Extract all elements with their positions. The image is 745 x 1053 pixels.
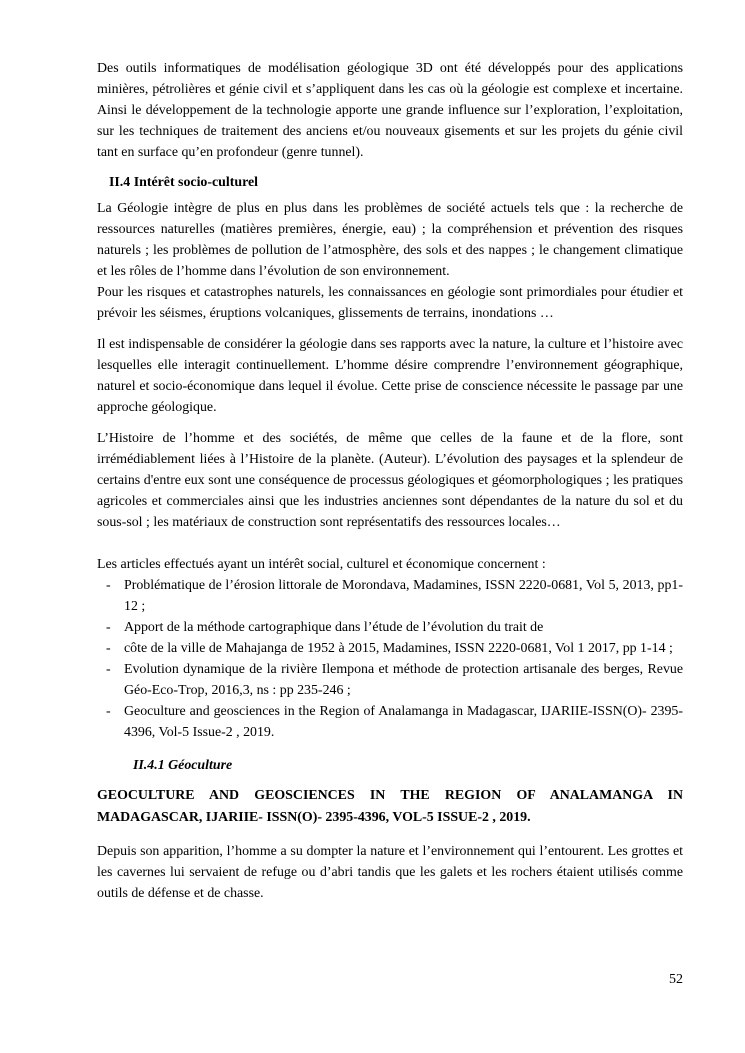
list-item: - Apport de la méthode cartographique dans l’étude de l’évolution du trait de: [97, 617, 683, 638]
paragraph-intro: Des outils informatiques de modélisation géologique 3D ont été développés pour des applications minières, pétrolières et génie civil et s’appliquent dans les cas où la géologie est complexe et incertaine. Ainsi le développement de la technologie apporte une grande influence sur l’exploration, l’exploitation, sur les techniques de traitement des anciens et/ou nouveaux gisements et sur les projets du génie civil tant en surface qu’en profondeur (genre tunnel).: [97, 61, 683, 160]
paragraph-risques-naturels: Pour les risques et catastrophes naturels, les connaissances en géologie sont primordiales pour étudier et prévoir les séismes, éruptions volcaniques, glissements de terrains, inondations …: [97, 285, 683, 321]
document-page: [97, 58, 683, 904]
paragraph-histoire: L’Histoire de l’homme et des sociétés, de même que celles de la faune et de la flore, sont irrémédiablement liées à l’Histoire de la planète. (Auteur). L’évolution des paysages et la splendeur de certains d'entre eux sont une conséquence de processus géologiques et géomorphologiques ; les pratiques agricoles et commerciales ainsi que les industries anciennes sont dépendantes de la nature du sol et du sous-sol ; les matériaux de construction sont représentatifs des ressources locales…: [97, 431, 683, 530]
page-number: 52: [669, 972, 683, 987]
list-item: - côte de la ville de Mahajanga de 1952 à 2015, Madamines, ISSN 2220-0681, Vol 1 2017, pp 1-14 ;: [97, 638, 683, 659]
list-item: - Geoculture and geosciences in the Region of Analamanga in Madagascar, IJARIIE-ISSN(O)- 2395-4396, Vol-5 Issue-2 , 2019.: [97, 701, 683, 743]
paragraph-indispensable: Il est indispensable de considérer la géologie dans ses rapports avec la nature, la culture et l’histoire avec lesquelles elle interagit continuellement. L’homme désire comprendre l’environnement géographique, naturel et socio-économique dans lequel il évolue. Cette prise de conscience nécessite le passage par une approche géologique.: [97, 337, 683, 415]
list-item: - Problématique de l’érosion littorale de Morondava, Madamines, ISSN 2220-0681, Vol 5, 2013, pp1-12 ;: [97, 575, 683, 617]
paragraph-apparition: Depuis son apparition, l’homme a su dompter la nature et l’environnement qui l’entourent. Les grottes et les cavernes lui servaient de refuge ou d’abri tandis que les galets et les rochers étaient utilisés comme outils de défense et de chasse.: [97, 844, 683, 901]
paragraph-articles-intro: Les articles effectués ayant un intérêt social, culturel et économique concernent :: [97, 557, 546, 572]
section-heading-ii4: II.4 Intérêt socio-culturel: [109, 175, 259, 190]
articles-list: [97, 575, 683, 743]
section-heading-ii41: II.4.1 Géoculture: [133, 758, 233, 773]
list-item: - Evolution dynamique de la rivière Ilempona et méthode de protection artisanale des berges, Revue Géo-Eco-Trop, 2016,3, ns : pp 235-246 ;: [97, 659, 683, 701]
article-title-bold: GEOCULTURE AND GEOSCIENCES IN THE REGION OF ANALAMANGA IN MADAGASCAR, IJARIIE- ISSN(O)- 2395-4396, VOL-5 ISSUE-2 , 2019.: [97, 788, 683, 825]
paragraph-geologie-societe: La Géologie intègre de plus en plus dans les problèmes de société actuels tels que : la recherche de ressources naturelles (matières premières, énergie, eau) ; la compréhension et prévention des risques naturels ; les problèmes de pollution de l’atmosphère, des sols et des nappes ; le changement climatique et les rôles de l’homme dans l’évolution de son environnement.: [97, 201, 683, 279]
